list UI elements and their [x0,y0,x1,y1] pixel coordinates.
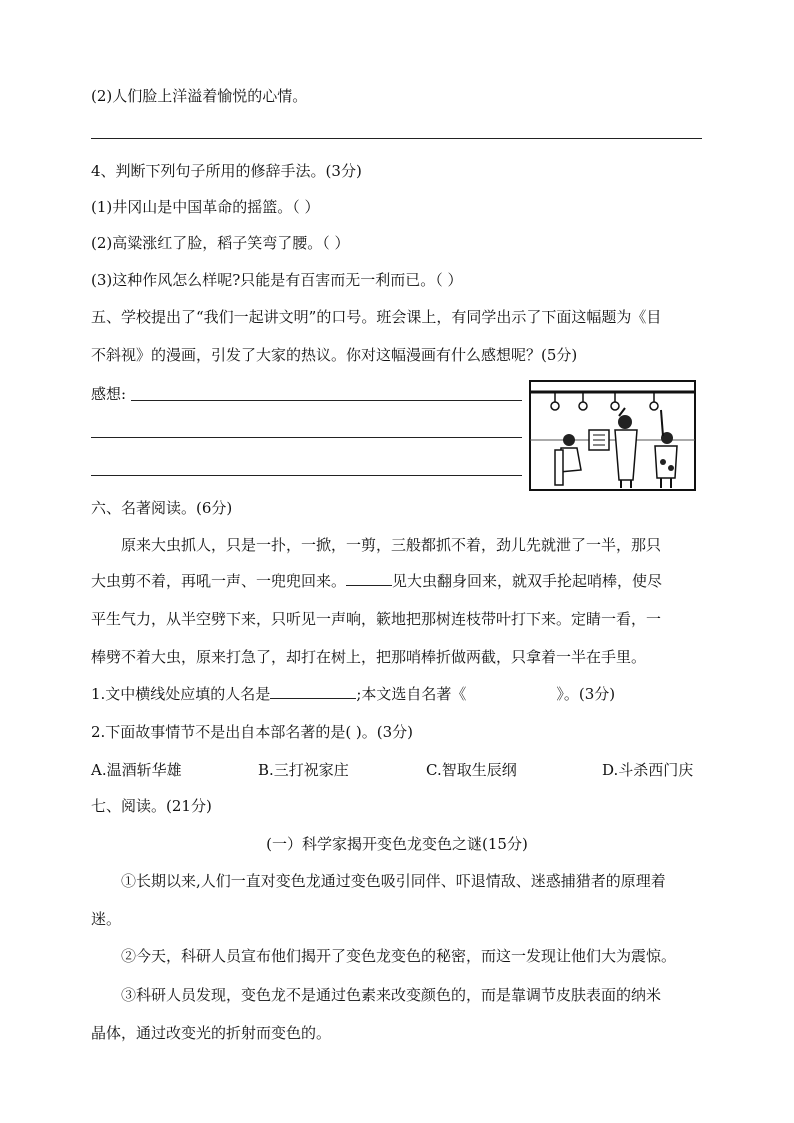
passage-line-3: 平生气力，从半空劈下来，只听见一声响，簌地把那树连枝带叶打下来。定睛一看，一 [91,610,662,628]
option-a[interactable]: A.温酒斩华雄 [91,761,182,779]
thoughts-line-3[interactable] [91,475,522,476]
passage-line-2 [91,571,662,591]
section6-title: 六、名著阅读。(6分) [91,499,233,517]
option-c[interactable]: C.智取生辰纲 [426,761,517,779]
section5-line2: 不斜视》的漫画，引发了大家的热议。你对这幅漫画有什么感想呢？(5分) [91,346,578,364]
q4-title: 4、判断下列句子所用的修辞手法。(3分) [91,162,362,180]
answer-line[interactable] [91,138,702,139]
q4-item-1: (1)井冈山是中国革命的摇篮。（ ） [91,198,320,216]
passage-line-4: 棒劈不着大虫，原来打急了，却打在树上，把那哨棒折做两截，只拿着一半在手里。 [91,648,647,666]
article-para-2: ②今天，科研人员宣布他们揭开了变色龙变色的秘密，而这一发现让他们大为震惊。 [121,947,677,965]
article-para-3a: ③科研人员发现，变色龙不是通过色素来改变颜色的，而是靠调节皮肤表面的纳米 [121,986,662,1004]
thoughts-label: 感想: [91,385,127,403]
option-b[interactable]: B.三打祝家庄 [258,761,349,779]
section6-question-1: 1.文中横线处应填的人名是 ;本文选自名著《 》。(3分) [91,685,616,703]
q4-item-3: (3)这种作风怎么样呢?只能是有百害而无一利而已。（ ） [91,271,463,289]
thoughts-line-1[interactable] [131,400,522,401]
cartoon-image [529,380,696,491]
passage-line-2b: 见大虫翻身回来，就双手抡起哨棒，使尽 [392,572,663,590]
name-blank[interactable] [346,571,392,586]
article-para-1b: 迷。 [91,910,122,928]
section6-question-2: 2.下面故事情节不是出自本部名著的是( )。(3分) [91,723,414,741]
q3-sub2: (2)人们脸上洋溢着愉悦的心情。 [91,87,308,105]
q4-item-2: (2)高粱涨红了脸，稻子笑弯了腰。（ ） [91,234,350,252]
section5-line1: 五、学校提出了“我们一起讲文明”的口号。班会课上，有同学出示了下面这幅题为《目 [91,308,662,326]
passage-line-1: 原来大虫抓人，只是一扑，一掀，一剪，三般都抓不着，劲儿先就泄了一半，那只 [121,536,662,554]
option-d[interactable]: D.斗杀西门庆 [602,761,694,779]
person-name-blank[interactable] [270,684,356,699]
article-title: (一）科学家揭开变色龙变色之谜(15分) [266,835,528,853]
article-para-3b: 晶体，通过改变光的折射而变色的。 [91,1024,332,1042]
section7-title: 七、阅读。(21分) [91,797,212,815]
thoughts-line-2[interactable] [91,437,522,438]
article-para-1a: ①长期以来,人们一直对变色龙通过变色吸引同伴、吓退情敌、迷惑捕猎者的原理着 [121,872,666,890]
passage-line-2a: 大虫剪不着，再吼一声、一兜兜回来。 [91,572,347,590]
